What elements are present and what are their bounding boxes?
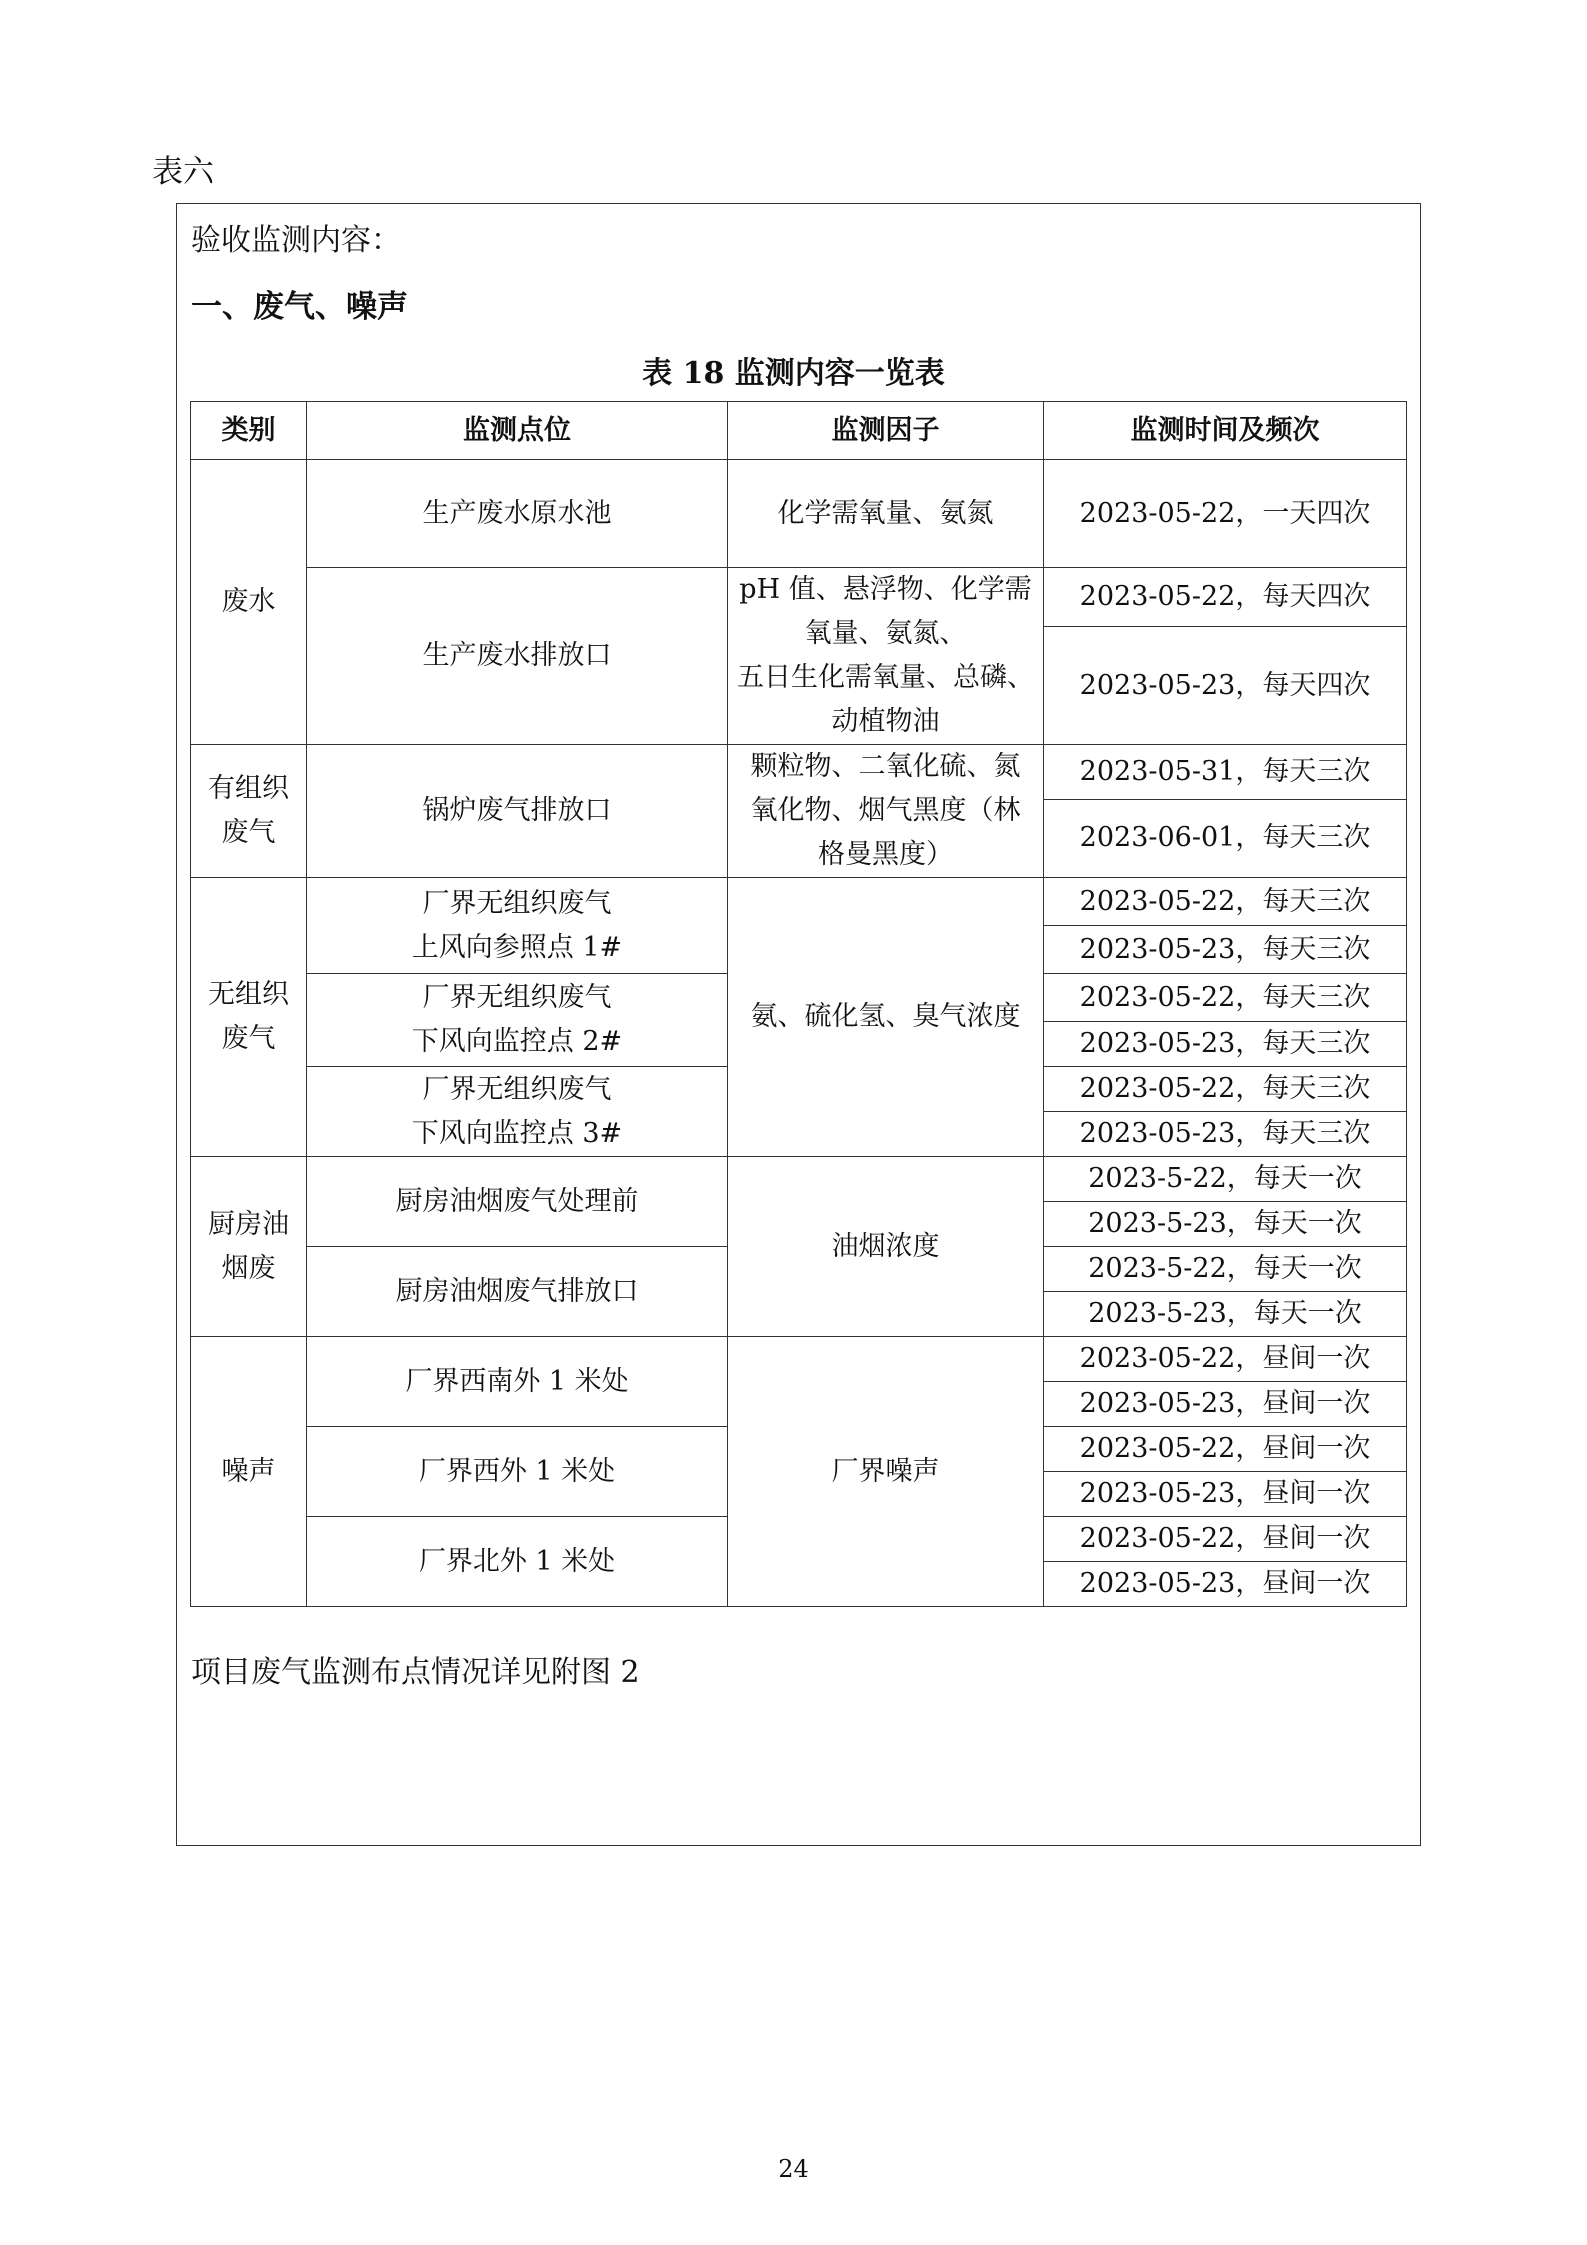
table-row	[191, 460, 1407, 568]
point-cell: 厂界北外 1 米处	[307, 1517, 728, 1607]
time-cell: 2023-05-22，一天四次	[1044, 460, 1407, 568]
factor-line: 动植物油	[831, 706, 940, 737]
time-cell: 2023-05-22，每天四次	[1044, 568, 1407, 627]
table-header-row	[191, 402, 1407, 460]
time-cell: 2023-05-22，昼间一次	[1044, 1517, 1407, 1562]
point-cell	[307, 974, 728, 1067]
point-line: 厂界无组织废气	[422, 982, 612, 1013]
time-cell: 2023-05-22，昼间一次	[1044, 1427, 1407, 1472]
section-heading: 一、废气、噪声	[191, 289, 408, 325]
time-cell: 2023-05-23，每天四次	[1044, 627, 1407, 745]
time-cell: 2023-5-23，每天一次	[1044, 1292, 1407, 1337]
time-cell: 2023-05-23，每天三次	[1044, 926, 1407, 974]
point-cell: 厨房油烟废气排放口	[307, 1247, 728, 1337]
category-line: 烟废	[221, 1252, 276, 1284]
time-cell: 2023-05-23，昼间一次	[1044, 1382, 1407, 1427]
header-point: 监测点位	[307, 402, 728, 460]
point-line: 厂界无组织废气	[422, 887, 612, 919]
point-cell	[307, 1067, 728, 1157]
time-cell: 2023-5-22，每天一次	[1044, 1247, 1407, 1292]
factor-line: 五日生化需氧量、总磷、	[737, 662, 1034, 693]
point-cell: 厨房油烟废气处理前	[307, 1157, 728, 1247]
category-cell	[191, 878, 307, 1157]
time-cell: 2023-05-23，每天三次	[1044, 1112, 1407, 1157]
point-cell	[307, 878, 728, 974]
factor-cell	[728, 568, 1044, 745]
category-cell: 废水	[191, 460, 307, 745]
factor-cell	[728, 745, 1044, 878]
point-line: 厂界无组织废气	[422, 1073, 612, 1105]
intro-text: 验收监测内容：	[191, 223, 401, 258]
factor-line: pH 值、悬浮物、化学需	[739, 574, 1032, 605]
time-cell: 2023-05-22，昼间一次	[1044, 1337, 1407, 1382]
header-factor: 监测因子	[728, 402, 1044, 460]
point-cell: 生产废水排放口	[307, 568, 728, 745]
header-category: 类别	[191, 402, 307, 460]
time-cell: 2023-05-22，每天三次	[1044, 1067, 1407, 1112]
table-row	[191, 1337, 1407, 1382]
time-cell: 2023-05-31，每天三次	[1044, 745, 1407, 800]
time-cell: 2023-05-22，每天三次	[1044, 878, 1407, 926]
category-cell	[191, 745, 307, 878]
factor-cell: 氨、硫化氢、臭气浓度	[728, 878, 1044, 1157]
factor-line: 氧化物、烟气黑度（林	[750, 795, 1021, 826]
factor-line: 氧量、氨氮、	[804, 618, 967, 649]
category-line: 废气	[221, 1023, 276, 1054]
header-time: 监测时间及频次	[1044, 402, 1407, 460]
table-row	[191, 878, 1407, 926]
point-line: 上风向参照点 1#	[411, 931, 623, 963]
time-cell: 2023-05-23，昼间一次	[1044, 1562, 1407, 1607]
category-line: 有组织	[208, 773, 289, 804]
factor-cell: 化学需氧量、氨氮	[728, 460, 1044, 568]
section-label: 表六	[152, 154, 214, 190]
time-cell: 2023-06-01，每天三次	[1044, 799, 1407, 877]
factor-cell: 油烟浓度	[728, 1157, 1044, 1337]
table-row	[191, 1157, 1407, 1202]
table-row	[191, 745, 1407, 800]
point-cell: 厂界西南外 1 米处	[307, 1337, 728, 1427]
factor-cell: 厂界噪声	[728, 1337, 1044, 1607]
page-number: 24	[778, 2155, 809, 2183]
time-cell: 2023-05-23，每天三次	[1044, 1022, 1407, 1067]
time-cell: 2023-5-23，每天一次	[1044, 1202, 1407, 1247]
layout-note: 项目废气监测布点情况详见附图 2	[191, 1655, 640, 1690]
category-line: 无组织	[208, 979, 289, 1010]
factor-line: 颗粒物、二氧化硫、氮	[750, 751, 1021, 782]
category-line: 废气	[221, 817, 276, 848]
factor-line: 格曼黑度）	[818, 839, 953, 870]
point-line: 下风向监控点 2#	[411, 1026, 623, 1057]
category-cell: 噪声	[191, 1337, 307, 1607]
point-line: 下风向监控点 3#	[411, 1117, 623, 1149]
category-cell	[191, 1157, 307, 1337]
time-cell: 2023-5-22，每天一次	[1044, 1157, 1407, 1202]
point-cell: 生产废水原水池	[307, 460, 728, 568]
category-line: 厨房油	[208, 1208, 289, 1240]
time-cell: 2023-05-23，昼间一次	[1044, 1472, 1407, 1517]
time-cell: 2023-05-22，每天三次	[1044, 974, 1407, 1022]
table-row	[191, 568, 1407, 627]
point-cell: 厂界西外 1 米处	[307, 1427, 728, 1517]
monitoring-table	[190, 401, 1407, 1607]
point-cell: 锅炉废气排放口	[307, 745, 728, 878]
table-caption: 表 18 监测内容一览表	[642, 356, 945, 391]
